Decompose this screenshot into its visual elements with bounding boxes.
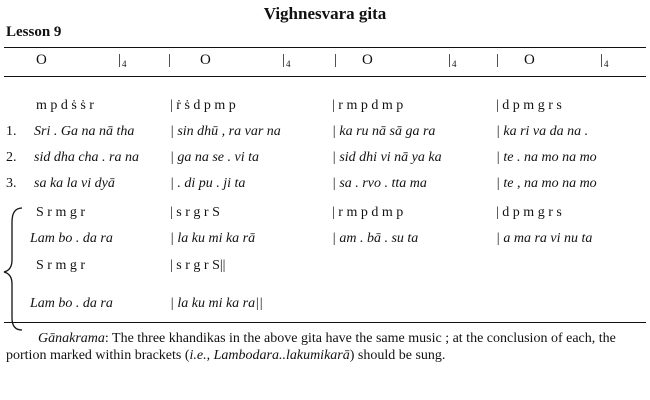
verse-number: 1.	[6, 124, 17, 139]
sahitya-segment: sa ka la vi dyā	[34, 176, 115, 191]
swara-segment: | s r g r S||	[170, 258, 226, 273]
lesson-heading: Lesson 9	[6, 24, 62, 40]
sahitya-segment: | sid dhi vi nā ya ka	[332, 150, 442, 165]
swara-segment: | ṙ ṡ d p m p	[170, 98, 236, 113]
sahitya-segment: | la ku mi ka rā	[170, 231, 256, 246]
tala-beat-4: O	[524, 52, 535, 68]
swara-segment: | d p m g r s	[496, 98, 562, 113]
sahitya-segment: | la ku mi ka ra||	[170, 296, 263, 311]
sahitya-segment: | ka ru nā sā ga ra	[332, 124, 436, 139]
swara-segment: S r m g r	[36, 258, 85, 273]
sahitya-segment: | ka ri va da na .	[496, 124, 589, 139]
header-rule	[4, 76, 646, 77]
sahitya-segment: | ga na se . vi ta	[170, 150, 260, 165]
note-text: ) should be sung.	[349, 348, 446, 363]
bottom-rule	[4, 322, 646, 323]
verse-number: 2.	[6, 150, 17, 165]
tala-laghu-1: $|_4$	[118, 52, 127, 69]
ganakrama-note	[6, 330, 646, 364]
note-text: : The three khandikas in the above gita have the same music ; at the conclusion of each, the portion marked within brackets (	[6, 331, 616, 363]
sahitya-segment: Sri . Ga na nā tha	[34, 124, 135, 139]
tala-laghu-3: $|_4$	[448, 52, 457, 69]
tala-beat-3: O	[362, 52, 373, 68]
sahitya-segment: | te . na mo na mo	[496, 150, 597, 165]
note-ie: i.e.	[189, 348, 207, 363]
note-text: ,	[206, 348, 214, 363]
sahitya-segment: | sin dhū , ra var na	[170, 124, 281, 139]
tala-beat-1: O	[36, 52, 47, 68]
tala-bar: |	[334, 52, 338, 68]
top-rule	[4, 47, 646, 48]
page-title: Vighnesvara gita	[263, 4, 387, 23]
sahitya-segment: Lam bo . da ra	[30, 231, 113, 246]
tala-laghu-4: $|_4$	[600, 52, 609, 69]
sahitya-segment: sid dha cha . ra na	[34, 150, 139, 165]
swara-segment: | d p m g r s	[496, 205, 562, 220]
note-bracket-span: Lambodara..lakumikarā	[213, 348, 350, 363]
tala-bar: |	[496, 52, 500, 68]
sahitya-segment: | a ma ra vi nu ta	[496, 231, 593, 246]
swara-segment: | r m p d m p	[332, 98, 404, 113]
tala-laghu-2: $|_4$	[282, 52, 291, 69]
swara-segment: | s r g r S	[170, 205, 220, 220]
sahitya-segment: Lam bo . da ra	[30, 296, 113, 311]
tala-bar: |	[168, 52, 172, 68]
sahitya-segment: | am . bā . su ta	[332, 231, 419, 246]
bracket-brace	[0, 0, 30, 340]
sahitya-segment: | te , na mo na mo	[496, 176, 597, 191]
swara-segment: | r m p d m p	[332, 205, 404, 220]
swara-segment: m p d ṡ ṡ r	[36, 98, 94, 113]
sahitya-segment: | sa . rvo . tta ma	[332, 176, 427, 191]
tala-beat-2: O	[200, 52, 211, 68]
sahitya-segment: | . di pu . ji ta	[170, 176, 246, 191]
swara-segment: S r m g r	[36, 205, 85, 220]
verse-number: 3.	[6, 176, 17, 191]
note-label: Gānakrama	[38, 331, 105, 346]
